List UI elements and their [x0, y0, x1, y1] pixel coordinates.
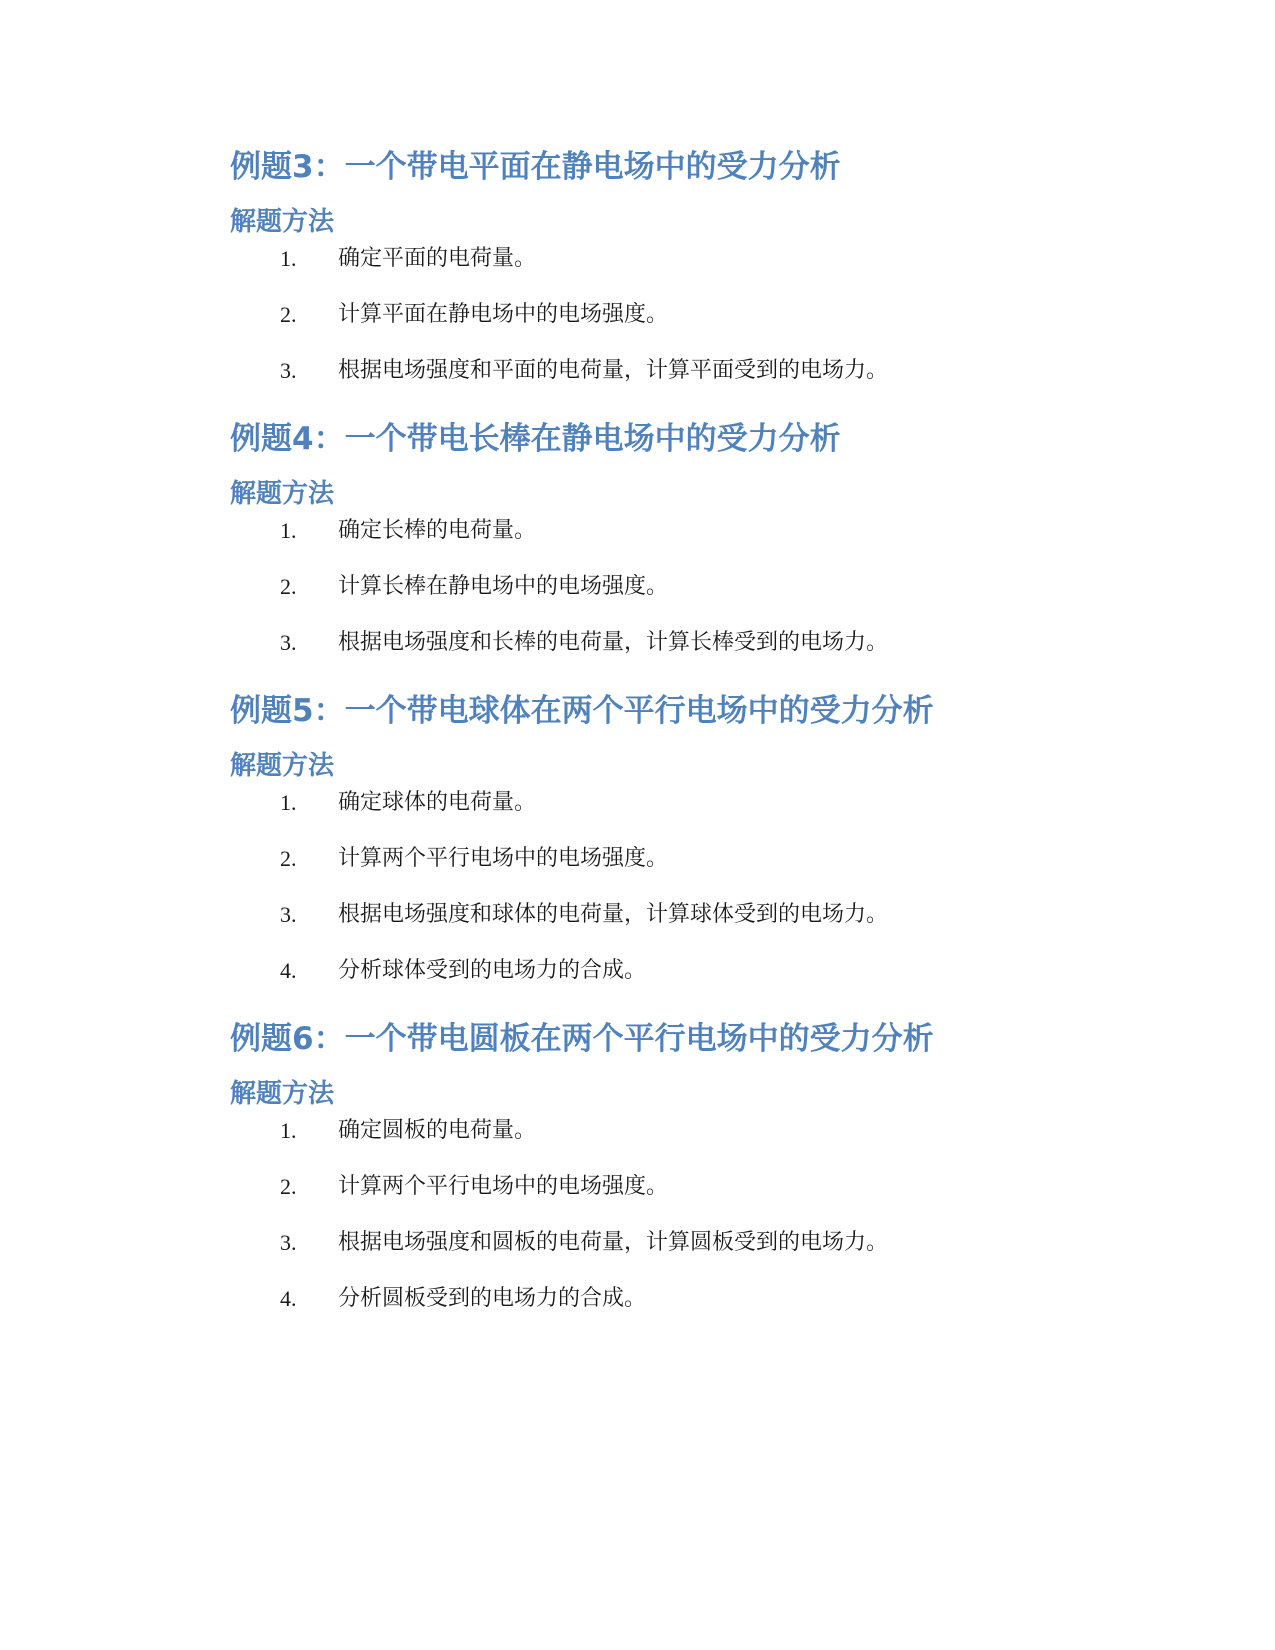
- list-item: [230, 1167, 1110, 1223]
- list-item: [230, 623, 1110, 679]
- section-title: 例题6：一个带电圆板在两个平行电场中的受力分析: [230, 1021, 934, 1057]
- list-number: 4.: [280, 958, 297, 983]
- list-text: 计算平面在静电场中的电场强度。: [338, 302, 669, 327]
- method-heading: 解题方法: [230, 1079, 335, 1109]
- list-item: [230, 1279, 1110, 1335]
- example-section-3: [230, 145, 1110, 407]
- list-text: 计算两个平行电场中的电场强度。: [338, 1174, 669, 1199]
- method-heading: 解题方法: [230, 479, 335, 509]
- list-number: 2.: [280, 574, 297, 599]
- section-title: 例题5：一个带电球体在两个平行电场中的受力分析: [230, 693, 934, 729]
- list-item: [230, 1111, 1110, 1167]
- list-text: 根据电场强度和圆板的电荷量，计算圆板受到的电场力。: [338, 1230, 889, 1255]
- list-number: 3.: [280, 358, 297, 383]
- list-item: [230, 783, 1110, 839]
- list-text: 确定圆板的电荷量。: [338, 1118, 537, 1143]
- method-heading: 解题方法: [230, 751, 335, 781]
- example-section-5: [230, 689, 1110, 1007]
- list-item: [230, 511, 1110, 567]
- list-number: 3.: [280, 630, 297, 655]
- section-title: 例题4：一个带电长棒在静电场中的受力分析: [230, 421, 841, 457]
- list-item: [230, 567, 1110, 623]
- list-number: 2.: [280, 1174, 297, 1199]
- list-number: 1.: [280, 1118, 297, 1143]
- list-number: 4.: [280, 1286, 297, 1311]
- section-title: 例题3：一个带电平面在静电场中的受力分析: [230, 149, 841, 185]
- list-item: [230, 1223, 1110, 1279]
- list-item: [230, 295, 1110, 351]
- list-number: 1.: [280, 246, 297, 271]
- list-number: 3.: [280, 1230, 297, 1255]
- document-body: [230, 145, 1110, 1345]
- list-number: 3.: [280, 902, 297, 927]
- list-text: 根据电场强度和球体的电荷量，计算球体受到的电场力。: [338, 902, 889, 927]
- list-item: [230, 239, 1110, 295]
- list-text: 确定长棒的电荷量。: [338, 518, 537, 543]
- list-number: 2.: [280, 302, 297, 327]
- list-text: 确定球体的电荷量。: [338, 790, 537, 815]
- list-text: 分析球体受到的电场力的合成。: [338, 958, 647, 983]
- list-item: [230, 839, 1110, 895]
- list-number: 1.: [280, 790, 297, 815]
- example-section-6: [230, 1017, 1110, 1335]
- step-list: [230, 1111, 1110, 1335]
- step-list: [230, 783, 1110, 1007]
- list-text: 根据电场强度和长棒的电荷量，计算长棒受到的电场力。: [338, 630, 889, 655]
- list-number: 1.: [280, 518, 297, 543]
- step-list: [230, 511, 1110, 679]
- list-text: 确定平面的电荷量。: [338, 246, 537, 271]
- step-list: [230, 239, 1110, 407]
- method-heading: 解题方法: [230, 207, 335, 237]
- list-text: 计算两个平行电场中的电场强度。: [338, 846, 669, 871]
- list-text: 分析圆板受到的电场力的合成。: [338, 1286, 647, 1311]
- list-item: [230, 351, 1110, 407]
- list-number: 2.: [280, 846, 297, 871]
- list-text: 根据电场强度和平面的电荷量，计算平面受到的电场力。: [338, 358, 889, 383]
- list-item: [230, 895, 1110, 951]
- list-item: [230, 951, 1110, 1007]
- list-text: 计算长棒在静电场中的电场强度。: [338, 574, 669, 599]
- example-section-4: [230, 417, 1110, 679]
